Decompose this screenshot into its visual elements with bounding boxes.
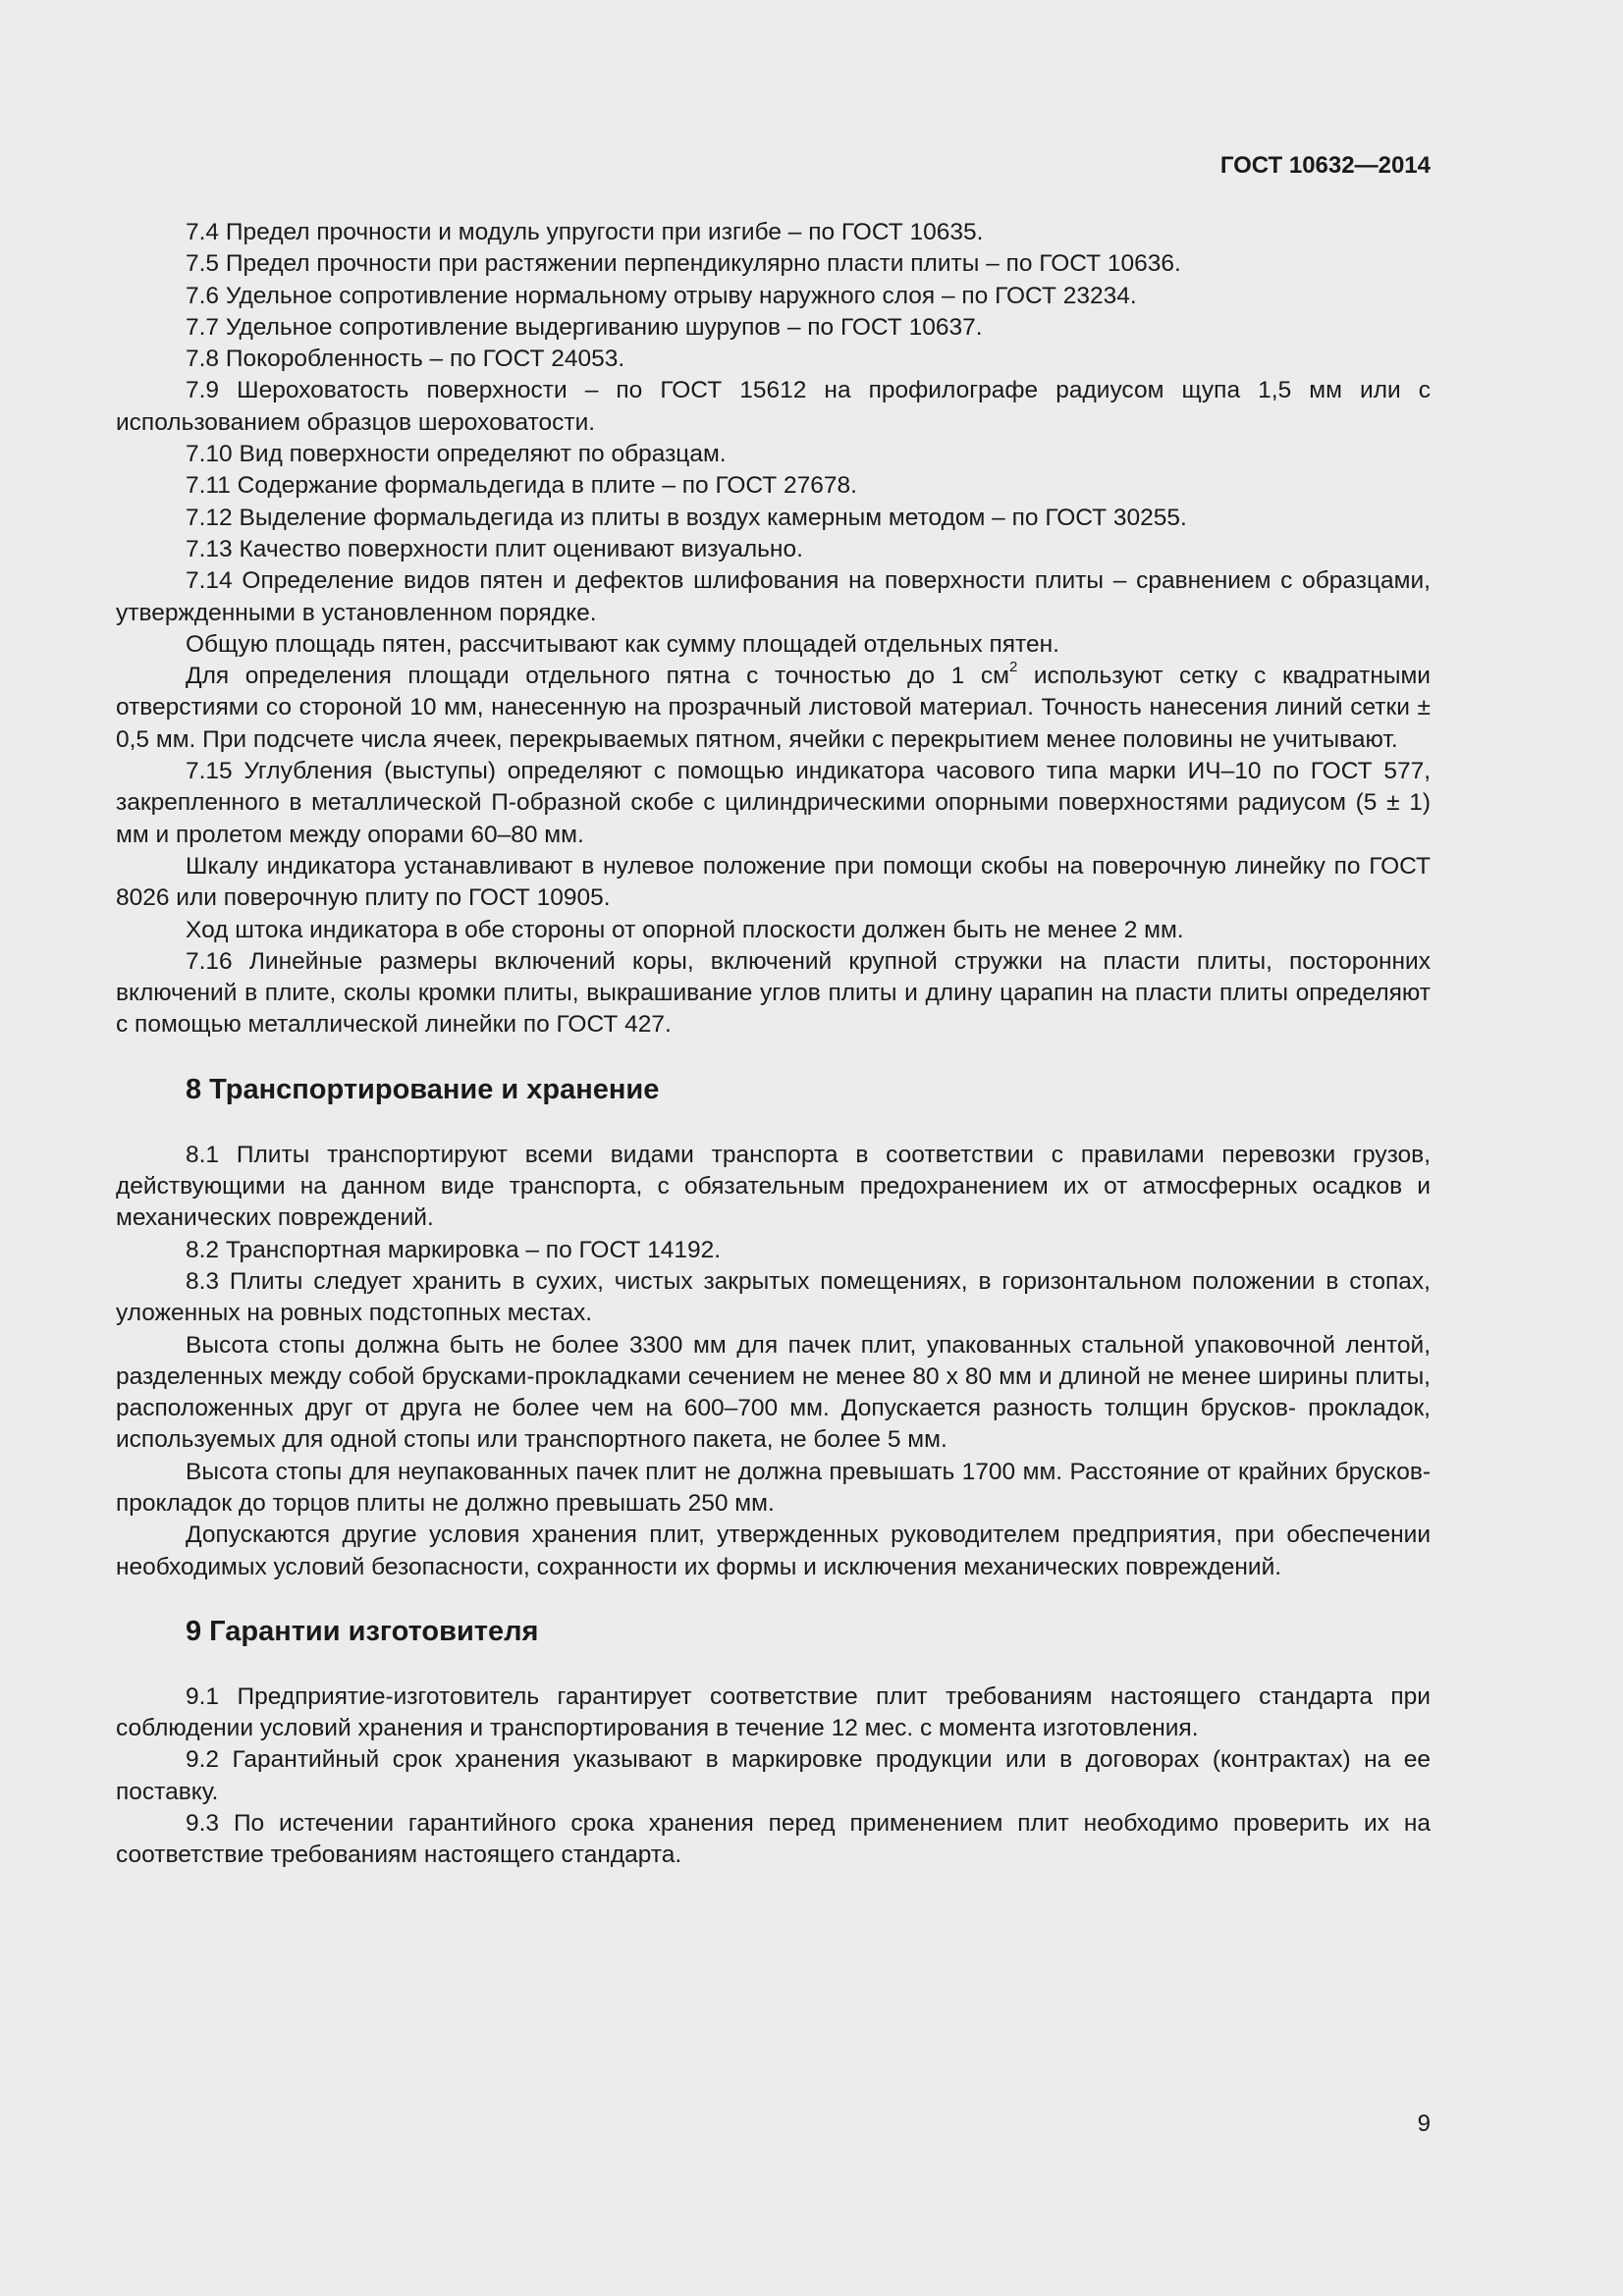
paragraph-8-1: 8.1 Плиты транспортируют всеми видами транспорта в соответствии с правилами перевозки грузов, действующими на данном виде транспорта, с обязательным предохранением их от атмосферных осадков и механических повреждений. <box>116 1141 1431 1232</box>
paragraph-7-10: 7.10 Вид поверхности определяют по образцам. <box>186 441 727 468</box>
paragraph-9-2: 9.2 Гарантийный срок хранения указывают в маркировке продукции или в договорах (контрактах) на ее поставку. <box>116 1746 1431 1805</box>
document-id: ГОСТ 10632—2014 <box>1219 152 1431 179</box>
section-8-heading: 8 Транспортирование и хранение <box>186 1073 660 1105</box>
paragraph-9-1: 9.1 Предприятие-изготовитель гарантирует соответствие плит требованиям настоящего стандарта при соблюдении условий хранения и транспортирования в течение 12 мес. с момента изготовления. <box>116 1682 1431 1742</box>
paragraph-7-14: 7.14 Определение видов пятен и дефектов шлифования на поверхности плиты – сравнением с образцами, утвержденными в установленном порядке. <box>116 567 1431 626</box>
paragraph-spot-area-grid <box>116 661 1431 756</box>
paragraph-indicator-stroke: Ход штока индикатора в обе стороны от опорной плоскости должен быть не менее 2 мм. <box>186 916 1184 943</box>
paragraph-8-2: 8.2 Транспортная маркировка – по ГОСТ 14192. <box>186 1236 722 1263</box>
paragraph-7-8: 7.8 Покоробленность – по ГОСТ 24053. <box>186 346 625 373</box>
paragraph-spot-area-total: Общую площадь пятен, рассчитывают как сумму площадей отдельных пятен. <box>186 630 1059 658</box>
section-9-heading: 9 Гарантии изготовителя <box>186 1615 539 1647</box>
paragraph-indicator-scale: Шкалу индикатора устанавливают в нулевое положение при помощи скобы на поверочную линейку по ГОСТ 8026 или поверочную плиту по ГОСТ 10905. <box>116 852 1431 912</box>
page-number: 9 <box>1417 2110 1431 2137</box>
spot-area-text-b: используют сетку с квадратными отверстиями со стороной 10 мм, нанесенную на прозрачный листовой материал. Точность нанесения линий сетки ± 0,5 мм. При подсчете числа ячеек, перекрываемых пятном, ячейки с перекрытием менее половины не учитывают. <box>116 663 1431 753</box>
paragraph-7-15: 7.15 Углубления (выступы) определяют с помощью индикатора часового типа марки ИЧ–10 по ГОСТ 577, закрепленного в металлической П-образной скобе с цилиндрическими опорными поверхностями радиусом (5 ± 1) мм и пролетом между опорами 60–80 мм. <box>116 758 1431 848</box>
paragraph-stack-height-packed: Высота стопы должна быть не более 3300 мм для пачек плит, упакованных стальной упаковочной лентой, разделенных между собой брусками-прокладками сечением не менее 80 х 80 мм и длиной не менее ширины плиты, расположенных друг от друга не более чем на 600–700 мм. Допускается разность толщин брусков- прокладок, используемых для одной стопы или транспортного пакета, не более 5 мм. <box>116 1331 1431 1454</box>
paragraph-7-12: 7.12 Выделение формальдегида из плиты в воздух камерным методом – по ГОСТ 30255. <box>186 504 1187 531</box>
paragraph-7-7: 7.7 Удельное сопротивление выдергиванию шурупов – по ГОСТ 10637. <box>186 313 983 341</box>
paragraph-7-4: 7.4 Предел прочности и модуль упругости при изгибе – по ГОСТ 10635. <box>186 219 984 245</box>
paragraph-7-6: 7.6 Удельное сопротивление нормальному отрыву наружного слоя – по ГОСТ 23234. <box>186 282 1137 309</box>
superscript-2: 2 <box>1008 659 1018 675</box>
paragraph-stack-height-unpacked: Высота стопы для неупакованных пачек плит не должна превышать 1700 мм. Расстояние от крайних брусков-прокладок до торцов плиты не должно превышать 250 мм. <box>116 1458 1431 1517</box>
page-content <box>116 217 1431 1872</box>
paragraph-other-storage: Допускаются другие условия хранения плит, утвержденных руководителем предприятия, при обеспечении необходимых условий безопасности, сохранности их формы и исключения механических повреждений. <box>116 1522 1431 1580</box>
paragraph-7-9: 7.9 Шероховатость поверхности – по ГОСТ 15612 на профилографе радиусом щупа 1,5 мм или с использованием образцов шероховатости. <box>116 377 1431 436</box>
paragraph-7-16: 7.16 Линейные размеры включений коры, включений крупной стружки на пласти плиты, посторонних включений в плите, сколы кромки плиты, выкрашивание углов плиты и длину царапин на пласти плиты определяют с помощью металлической линейки по ГОСТ 427. <box>116 947 1431 1039</box>
paragraph-7-5: 7.5 Предел прочности при растяжении перпендикулярно пласти плиты – по ГОСТ 10636. <box>186 250 1181 278</box>
paragraph-7-13: 7.13 Качество поверхности плит оценивают визуально. <box>186 535 803 562</box>
paragraph-8-3: 8.3 Плиты следует хранить в сухих, чистых закрытых помещениях, в горизонтальном положении в стопах, уложенных на ровных подстопных местах. <box>116 1267 1431 1327</box>
spot-area-text-a: Для определения площади отдельного пятна с точностью до 1 см <box>186 663 1009 690</box>
paragraph-7-11: 7.11 Содержание формальдегида в плите – по ГОСТ 27678. <box>186 472 857 500</box>
paragraph-9-3: 9.3 По истечении гарантийного срока хранения перед применением плит необходимо проверить их на соответствие требованиям настоящего стандарта. <box>116 1810 1431 1869</box>
